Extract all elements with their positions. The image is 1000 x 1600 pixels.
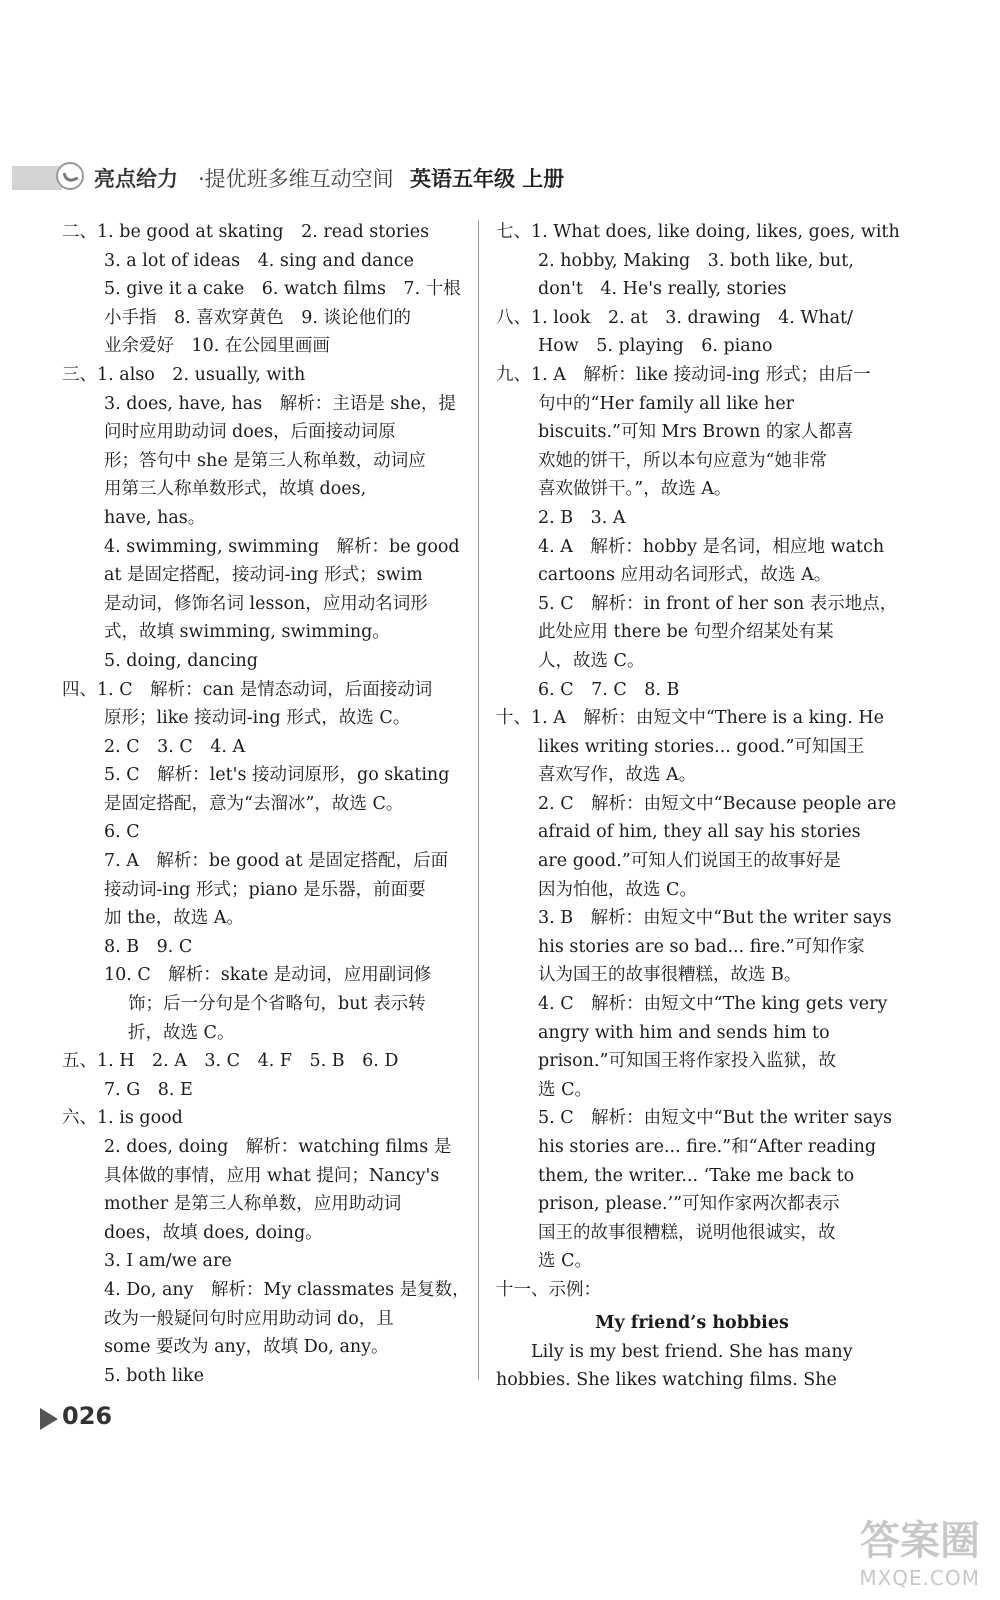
answer-line: 选 C。 [538,1251,592,1272]
answer-line: prison.”可知国王将作家投入监狱，故 [538,1051,836,1072]
answer-column-right [496,218,900,1395]
answer-line: 5. give it a cake 6. watch films 7. 十根 [104,279,461,300]
essay-body [496,1338,888,1395]
answer-line: 2. hobby, Making 3. both like, but, [538,250,854,271]
answer-line: does，故填 does, doing。 [104,1222,323,1243]
answer-line: 四、1. C 解析：can 是情态动词，后面接动词 [62,679,433,700]
answer-line: 形；答句中 she 是第三人称单数，动词应 [104,450,426,471]
answer-line: 认为国王的故事很糟糕，故选 B。 [538,965,802,986]
answer-line: cartoons 应用动名词形式，故选 A。 [538,565,832,586]
answer-line: prison, please.’”可知作家两次都表示 [538,1194,840,1215]
play-triangle-icon [40,1408,58,1430]
watermark-logo-text: 答案圈 [860,1518,980,1564]
answer-line: 七、1. What does, like doing, likes, goes, with [496,222,900,242]
answer-line: 3. a lot of ideas 4. sing and dance [104,250,415,271]
answer-line: at 是固定搭配，接动词-ing 形式；swim [104,565,423,586]
watermark-logo [859,1509,980,1590]
answer-line: don't 4. He's really, stories [538,279,787,300]
series-brand: 亮点给力 [94,167,178,191]
answer-line: 接动词-ing 形式；piano 是乐器，前面要 [104,879,426,900]
answer-line: have, has。 [104,507,206,528]
answer-line: 10. C 解析：skate 是动词，应用副词修 [104,965,432,986]
answer-line: 是固定搭配，意为“去溜冰”，故选 C。 [104,793,404,814]
answer-line: 3. I am/we are [104,1251,232,1272]
answer-line: 饰；后一分句是个省略句，but 表示转 [128,994,426,1015]
answer-line: 欢她的饼干，所以本句应意为“她非常 [538,450,827,471]
answer-line: 2. does, doing 解析：watching films 是 [104,1137,452,1157]
answer-line: mother 是第三人称单数，应用助动词 [104,1194,402,1215]
answer-line: 改为一般疑问句时应用助动词 do，且 [104,1308,394,1329]
page-header [12,160,988,200]
answer-line: 加 the，故选 A。 [104,908,244,929]
answer-line: 五、1. H 2. A 3. C 4. F 5. B 6. D [62,1051,399,1072]
answer-line: 3. does, have, has 解析：主语是 she，提 [104,393,456,414]
answer-line: 用第三人称单数形式，故填 does, [104,479,367,500]
answer-line: 5. doing, dancing [104,650,258,671]
column-divider [478,220,479,1380]
answer-line: 5. both like [104,1365,205,1386]
answer-line: 八、1. look 2. at 3. drawing 4. What/ [496,307,853,328]
answer-line: them, the writer... ‘Take me back to [538,1165,855,1186]
answer-line: How 5. playing 6. piano [538,336,773,357]
watermark-logo-url: MXQE.COM [859,1566,980,1590]
phone-logo-icon [56,162,84,190]
answer-line: 7. G 8. E [104,1079,193,1100]
answer-line: his stories are so bad... fire.”可知作家 [538,936,865,957]
answer-line: 2. C 解析：由短文中“Because people are [538,793,897,814]
answer-line: 九、1. A 解析：like 接动词-ing 形式；由后一 [496,364,871,385]
essay-line: hobbies. She likes watching films. She [496,1370,837,1391]
answer-line: 4. C 解析：由短文中“The king gets very [538,994,888,1015]
answer-line: 小手指 8. 喜欢穿黄色 9. 谈论他们的 [104,307,412,328]
series-subtitle: ·提优班多维互动空间 [198,167,394,191]
answer-line: 5. C 解析：由短文中“But the writer says [538,1108,893,1129]
answer-line: 二、1. be good at skating 2. read stories [62,222,430,242]
answer-line: 十一、示例： [496,1279,601,1300]
essay-title: My friend’s hobbies [595,1312,789,1333]
answer-line: his stories are... fire.”和“After reading [538,1137,877,1157]
answer-line: 问时应用助动词 does，后面接动词原 [104,422,396,443]
answer-line: 国王的故事很糟糕，说明他很诚实，故 [538,1222,836,1243]
answer-line: 8. B 9. C [104,936,193,957]
answer-line: 原形；like 接动词-ing 形式，故选 C。 [104,708,411,729]
answer-column-left [62,218,470,1390]
answer-line: 7. A 解析：be good at 是固定搭配，后面 [104,851,449,872]
answer-line: 十、1. A 解析：由短文中“There is a king. He [496,708,884,729]
answer-line: 具体做的事情，应用 what 提问；Nancy's [104,1165,440,1186]
answer-line: 2. B 3. A [538,507,626,528]
essay-line: Lily is my best friend. She has many [496,1341,853,1362]
answer-line: 因为怕他，故选 C。 [538,879,697,900]
answer-line: 4. A 解析：hobby 是名词，相应地 watch [538,536,885,557]
book-title: 英语五年级 上册 [410,167,565,191]
answer-line: 4. Do, any 解析：My classmates 是复数， [104,1279,470,1300]
header-decor-bar [12,166,62,190]
page-number-text: 026 [62,1402,113,1430]
answer-lines-right [496,218,900,1305]
answer-line: angry with him and sends him to [538,1022,830,1043]
answer-line: 式，故填 swimming, swimming。 [104,622,390,643]
answer-line: 句中的“Her family all like her [538,393,795,414]
answer-line: 选 C。 [538,1079,592,1100]
answer-line: 六、1. is good [62,1108,183,1129]
answer-line: 是动词，修饰名词 lesson，应用动名词形 [104,593,428,614]
answer-line: some 要改为 any，故填 Do, any。 [104,1337,389,1358]
answer-line: 3. B 解析：由短文中“But the writer says [538,908,892,929]
answer-line: 5. C 解析：in front of her son 表示地点， [538,593,898,614]
answer-line: biscuits.”可知 Mrs Brown 的家人都喜 [538,422,854,443]
answer-line: are good.”可知人们说国王的故事好是 [538,851,841,872]
answer-line: 人，故选 C。 [538,650,645,671]
answer-line: 喜欢做饼干。”，故选 A。 [538,479,732,500]
answer-line: 业余爱好 10. 在公园里画画 [104,336,330,357]
answer-line: 5. C 解析：let's 接动词原形，go skating [104,765,450,786]
answer-line: 折，故选 C。 [128,1022,235,1043]
answer-line: 4. swimming, swimming 解析：be good [104,536,460,557]
answer-line: 三、1. also 2. usually, with [62,364,306,385]
answer-line: 6. C 7. C 8. B [538,679,680,700]
answer-line: 2. C 3. C 4. A [104,736,246,757]
answer-line: 6. C [104,822,140,843]
answer-line: 此处应用 there be 句型介绍某处有某 [538,622,834,643]
answer-line: 喜欢写作，故选 A。 [538,765,697,786]
answer-line: likes writing stories... good.”可知国王 [538,736,865,757]
answer-line: afraid of him, they all say his stories [538,822,861,843]
